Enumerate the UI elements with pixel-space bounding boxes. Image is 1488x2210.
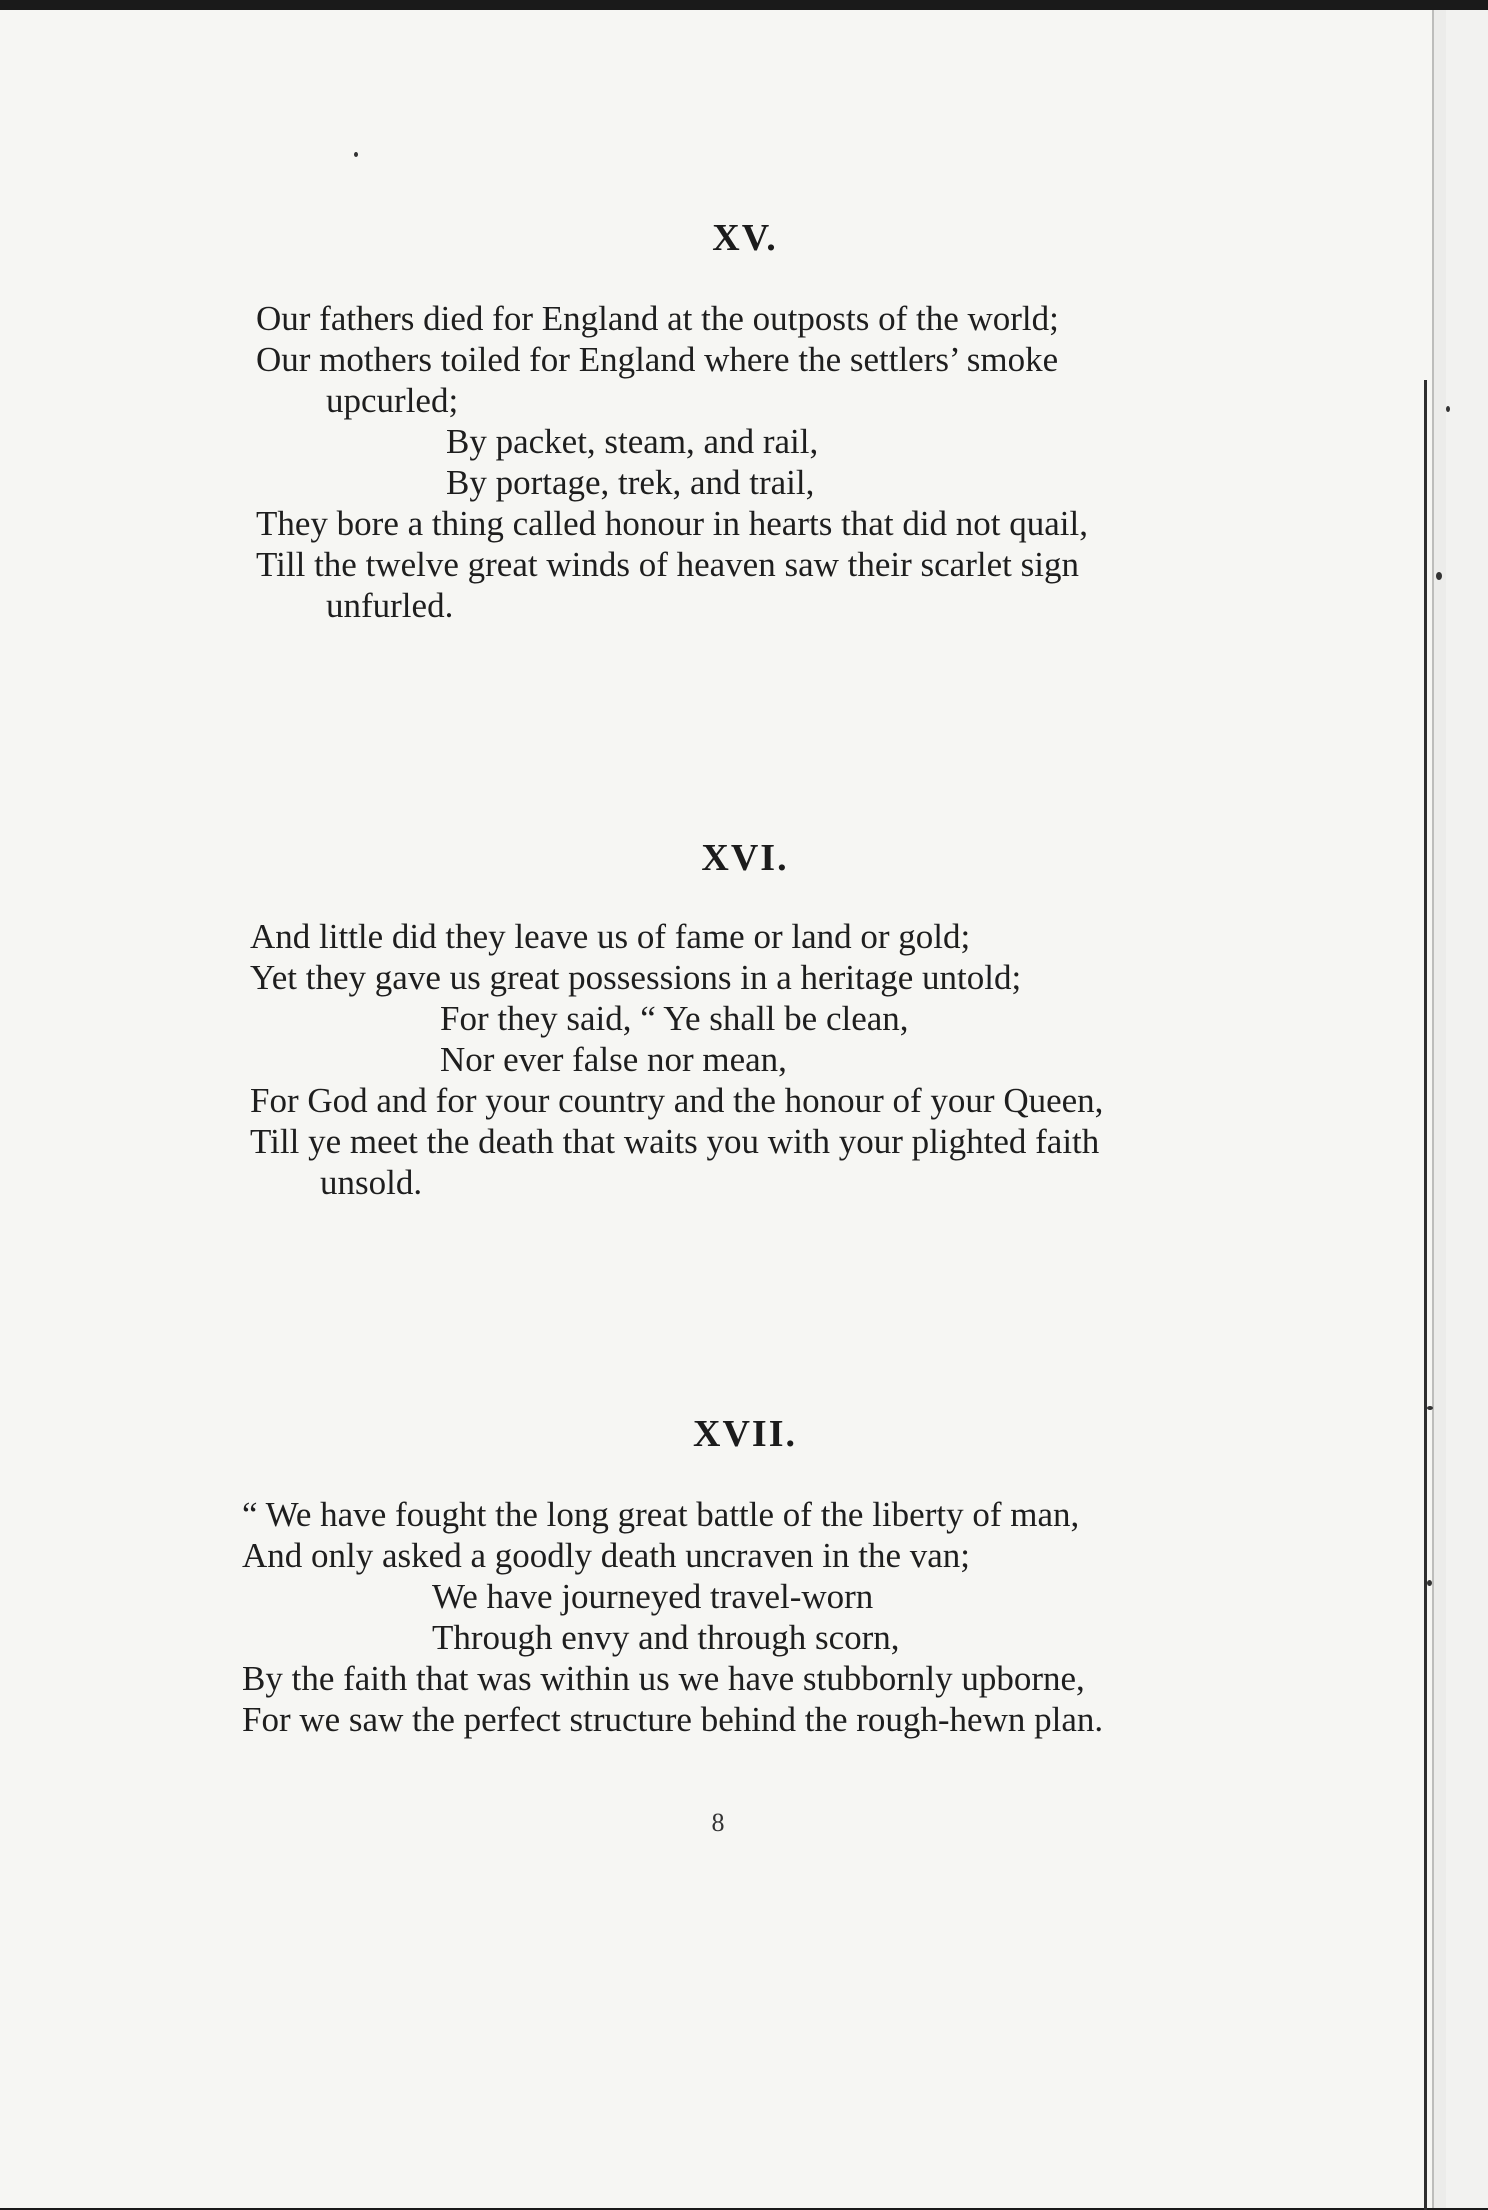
verse-line: Till ye meet the death that waits you with your plighted faith bbox=[250, 1122, 1100, 1161]
stanza-heading-xv: XV. bbox=[712, 217, 778, 259]
next-page-edge bbox=[1446, 10, 1488, 2208]
stanza-xv bbox=[256, 298, 1088, 626]
verse-line: “ We have fought the long great battle of the liberty of man, bbox=[242, 1495, 1080, 1534]
verse-line: For we saw the perfect structure behind the rough-hewn plan. bbox=[242, 1700, 1104, 1739]
stanza-heading-xvii: XVII. bbox=[693, 1413, 797, 1455]
verse-line: By portage, trek, and trail, bbox=[446, 463, 815, 502]
scan-speck bbox=[1427, 1580, 1432, 1586]
page-number: 8 bbox=[711, 1808, 725, 1837]
verse-line: Through envy and through scorn, bbox=[432, 1618, 900, 1657]
stanza-heading-xvi: XVI. bbox=[701, 837, 789, 879]
stanza-xvi bbox=[250, 916, 1103, 1203]
verse-line: And only asked a goodly death uncraven in the van; bbox=[242, 1536, 970, 1575]
verse-line: unfurled. bbox=[326, 586, 454, 625]
verse-line: unsold. bbox=[320, 1163, 423, 1202]
verse-line: Nor ever false nor mean, bbox=[440, 1040, 787, 1079]
verse-line: And little did they leave us of fame or land or gold; bbox=[250, 917, 971, 956]
verse-line: Our mothers toiled for England where the settlers’ smoke bbox=[256, 340, 1059, 379]
verse-line: For they said, “ Ye shall be clean, bbox=[440, 999, 909, 1038]
scan-speck bbox=[1427, 1406, 1433, 1410]
verse-line: By the faith that was within us we have stubbornly upborne, bbox=[242, 1659, 1085, 1698]
verse-line: They bore a thing called honour in hearts that did not quail, bbox=[256, 504, 1089, 543]
page-fold-line bbox=[1424, 380, 1427, 2210]
verse-line: Till the twelve great winds of heaven saw their scarlet sign bbox=[256, 545, 1079, 584]
verse-line: For God and for your country and the honour of your Queen, bbox=[250, 1081, 1104, 1120]
verse-line: Yet they gave us great possessions in a heritage untold; bbox=[250, 958, 1022, 997]
verse-line: By packet, steam, and rail, bbox=[446, 422, 819, 461]
verse-line: Our fathers died for England at the outposts of the world; bbox=[256, 299, 1059, 338]
scan-speck bbox=[1446, 406, 1450, 412]
scan-speck bbox=[1436, 572, 1442, 580]
stanza-xvii bbox=[242, 1494, 1103, 1740]
verse-line: We have journeyed travel-worn bbox=[432, 1577, 874, 1616]
scan-speck bbox=[354, 152, 358, 157]
verse-line: upcurled; bbox=[326, 381, 459, 420]
